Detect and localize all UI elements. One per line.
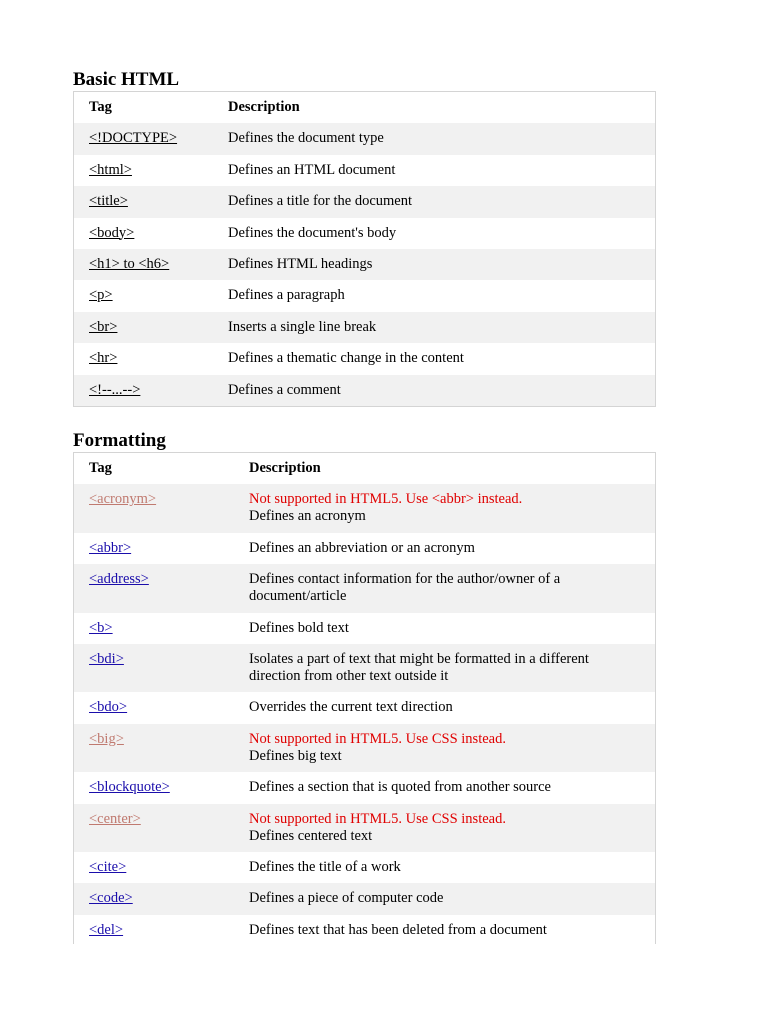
tag-link[interactable]: <bdi> [89, 650, 124, 667]
column-header-description: Description [228, 99, 300, 115]
description-text: Defines an HTML document [228, 161, 396, 178]
table-row [74, 123, 655, 154]
tag-link[interactable]: <!--...--> [89, 381, 141, 398]
tag-cell [74, 193, 228, 210]
tag-cell [74, 130, 228, 147]
description-cell [249, 491, 655, 525]
tag-cell [74, 922, 249, 939]
table-row [74, 218, 655, 249]
table-row [74, 155, 655, 186]
description-text: Isolates a part of text that might be formatted in a different direction from other text outside it [249, 650, 589, 684]
tag-cell [74, 319, 228, 336]
description-text: Inserts a single line break [228, 318, 377, 335]
tag-link[interactable]: <abbr> [89, 539, 132, 556]
description-text: Defines the title of a work [249, 858, 401, 875]
tag-cell [74, 256, 228, 273]
table-row [74, 644, 655, 692]
description-cell [228, 382, 655, 399]
tag-link[interactable]: <center> [89, 810, 141, 827]
tag-cell [74, 859, 249, 876]
description-text: Overrides the current text direction [249, 699, 453, 716]
description-text: Defines text that has been deleted from a document [249, 921, 547, 938]
table-row [74, 772, 655, 803]
table-header-row [74, 92, 655, 123]
basic-html-table [73, 91, 656, 407]
tag-cell [74, 699, 249, 716]
description-cell [228, 287, 655, 304]
description-cell [228, 225, 655, 242]
tag-link[interactable]: <del> [89, 921, 124, 938]
description-text: Defines contact information for the author/owner of a document/article [249, 571, 561, 605]
table-row [74, 724, 655, 772]
tag-cell [74, 731, 249, 765]
column-header-tag: Tag [89, 99, 112, 115]
table-row [74, 186, 655, 217]
description-cell [228, 162, 655, 179]
table-header-row [74, 453, 655, 484]
tag-link[interactable]: <html> [89, 161, 132, 178]
formatting-table [73, 452, 656, 944]
table-row [74, 312, 655, 343]
tag-cell [74, 620, 249, 637]
description-cell [249, 859, 655, 876]
description-text: Defines a comment [228, 381, 341, 398]
tag-cell [74, 651, 249, 685]
tag-cell [74, 571, 249, 605]
tag-link[interactable]: <big> [89, 730, 124, 747]
description-cell [249, 651, 655, 685]
description-text: Defines big text [249, 747, 342, 764]
description-text: Defines a piece of computer code [249, 890, 444, 907]
tag-cell [74, 779, 249, 796]
table-row [74, 249, 655, 280]
description-cell [249, 731, 655, 765]
column-header-tag: Tag [89, 460, 112, 476]
description-text: Defines a title for the document [228, 193, 413, 210]
table-row [74, 804, 655, 852]
table-row [74, 375, 655, 406]
description-cell [249, 779, 655, 796]
description-cell [249, 620, 655, 637]
table-row [74, 564, 655, 612]
tag-link[interactable]: <acronym> [89, 491, 157, 508]
tag-cell [74, 225, 228, 242]
description-cell [228, 193, 655, 210]
description-text: Defines a paragraph [228, 287, 345, 304]
tag-link[interactable]: <h1> to <h6> [89, 255, 170, 272]
tag-link[interactable]: <b> [89, 619, 113, 636]
description-text: Defines an abbreviation or an acronym [249, 539, 475, 556]
table-row [74, 484, 655, 532]
tag-link[interactable]: <code> [89, 890, 133, 907]
tag-link[interactable]: <hr> [89, 350, 118, 367]
description-text: Defines bold text [249, 619, 349, 636]
tag-link[interactable]: <title> [89, 193, 128, 210]
description-text: Defines the document's body [228, 224, 397, 241]
table-row [74, 533, 655, 564]
column-header-description: Description [249, 460, 321, 476]
description-text: Defines centered text [249, 827, 373, 844]
description-text: Defines a section that is quoted from another source [249, 779, 551, 796]
tag-link[interactable]: <address> [89, 571, 149, 588]
tag-link[interactable]: <blockquote> [89, 779, 170, 796]
tag-cell [74, 162, 228, 179]
description-cell [249, 890, 655, 907]
table-row [74, 915, 655, 944]
tag-link[interactable]: <body> [89, 224, 135, 241]
deprecation-warning: Not supported in HTML5. Use CSS instead. [249, 810, 506, 827]
description-text: Defines a thematic change in the content [228, 350, 464, 367]
deprecation-warning: Not supported in HTML5. Use <abbr> instead. [249, 491, 523, 508]
description-cell [249, 699, 655, 716]
table-row [74, 280, 655, 311]
table-row [74, 692, 655, 723]
description-cell [249, 922, 655, 939]
table-row [74, 613, 655, 644]
tag-cell [74, 350, 228, 367]
description-text: Defines HTML headings [228, 255, 373, 272]
description-cell [249, 571, 655, 605]
description-cell [228, 130, 655, 147]
tag-cell [74, 287, 228, 304]
tag-link[interactable]: <!DOCTYPE> [89, 130, 178, 147]
deprecation-warning: Not supported in HTML5. Use CSS instead. [249, 730, 506, 747]
description-cell [228, 319, 655, 336]
tag-link[interactable]: <cite> [89, 858, 127, 875]
tag-cell [74, 890, 249, 907]
tag-link[interactable]: <p> [89, 287, 113, 304]
section-title-basic-html: Basic HTML [73, 69, 180, 90]
description-text: Defines an acronym [249, 508, 366, 525]
tag-cell [74, 811, 249, 845]
tag-cell [74, 382, 228, 399]
section-title-formatting: Formatting [73, 430, 166, 451]
description-text: Defines the document type [228, 130, 384, 147]
table-row [74, 343, 655, 374]
table-row [74, 852, 655, 883]
tag-link[interactable]: <bdo> [89, 699, 128, 716]
tag-link[interactable]: <br> [89, 318, 118, 335]
description-cell [249, 811, 655, 845]
table-row [74, 883, 655, 914]
description-cell [228, 350, 655, 367]
description-cell [249, 540, 655, 557]
tag-cell [74, 491, 249, 525]
description-cell [228, 256, 655, 273]
tag-cell [74, 540, 249, 557]
